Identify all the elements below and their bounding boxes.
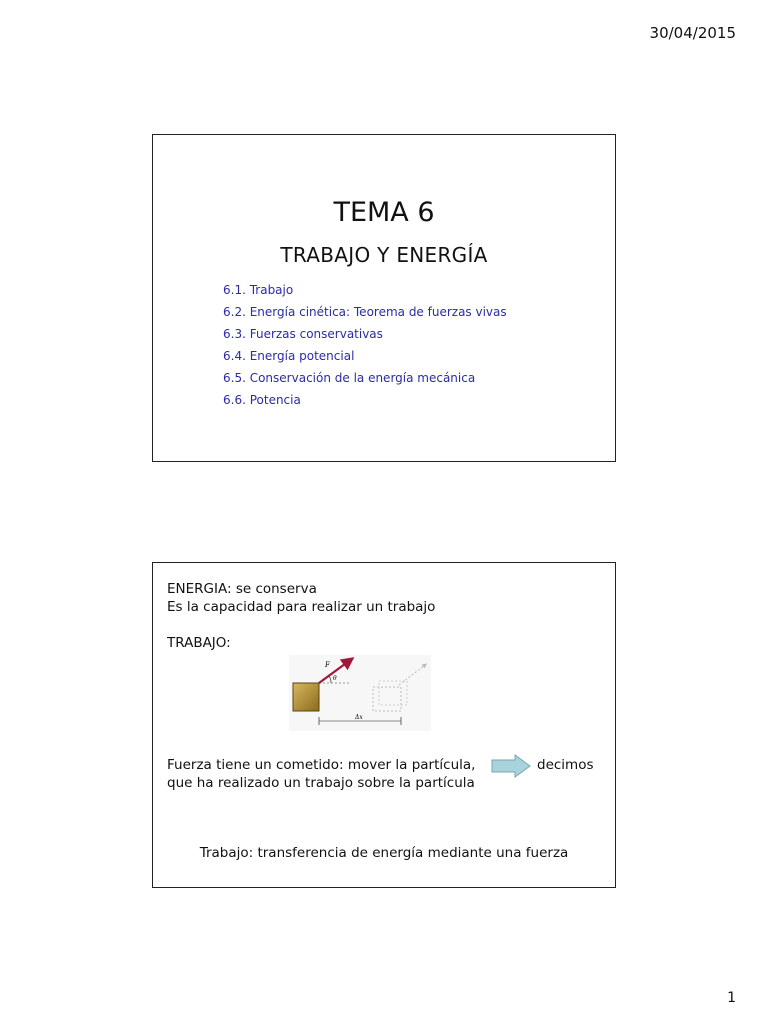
energia-line: ENERGIA: se conserva (167, 581, 317, 597)
box-shape (293, 683, 319, 711)
fuerza-line: Fuerza tiene un cometido: mover la partícula, (167, 757, 476, 773)
toc-item: 6.4. Energía potencial (223, 349, 355, 363)
toc-item: 6.5. Conservación de la energía mecánica (223, 371, 476, 385)
right-arrow-icon (491, 754, 531, 778)
trabajo-label: TRABAJO: (167, 635, 231, 651)
angle-label: θ (333, 675, 337, 682)
decimos-word: decimos (537, 757, 594, 773)
displacement-label: Δx (355, 714, 363, 721)
toc-item: 6.2. Energía cinética: Teorema de fuerzas vivas (223, 305, 507, 319)
slide-title-heading: TEMA 6 (333, 197, 435, 228)
capacidad-line: Es la capacidad para realizar un trabajo (167, 599, 436, 615)
slide-energy-work (152, 562, 616, 888)
slide-title (152, 134, 616, 462)
slide-subtitle: TRABAJO Y ENERGÍA (280, 243, 488, 267)
toc-item: 6.6. Potencia (223, 393, 301, 407)
work-diagram (289, 655, 431, 731)
work-definition: Trabajo: transferencia de energía mediante una fuerza (199, 845, 569, 861)
page-number: 1 (727, 990, 736, 1006)
page-date: 30/04/2015 (649, 24, 736, 42)
toc-item: 6.1. Trabajo (223, 283, 294, 297)
que-line: que ha realizado un trabajo sobre la partícula (167, 775, 475, 791)
table-of-contents (223, 279, 507, 411)
force-label: F (325, 661, 330, 669)
toc-item: 6.3. Fuerzas conservativas (223, 327, 383, 341)
